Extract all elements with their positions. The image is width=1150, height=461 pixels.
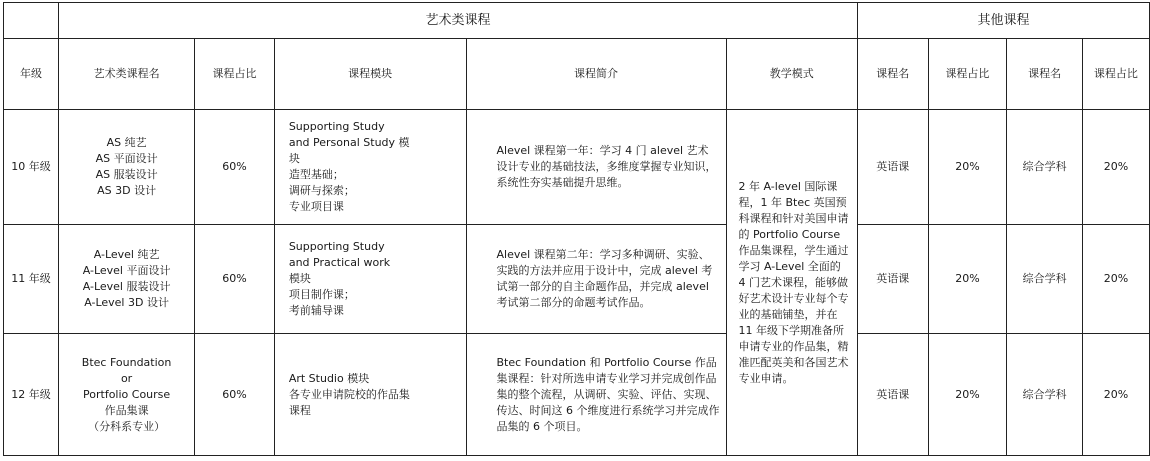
course-name-line: AS 平面设计 (95, 152, 158, 165)
teaching-mode-cell: 2 年 A-level 国际课程，1 年 Btec 英国预科课程和针对美国申请的 Portfolio Course 作品集课程，学生通过学习 A-Level 全面的 4 门艺术课程，能够做好艺术设计专业每个专业的基础铺垫，并在 11 年级下学期准备所申请专业的作品集，精准匹配英美和各国艺术专业申请。 (726, 110, 857, 456)
course-name-line: A-Level 3D 设计 (84, 296, 169, 309)
column-header-row (4, 39, 1150, 110)
other-course-name-cell: 英语课 (857, 110, 928, 225)
module-line: 各专业申请院校的作品集 (288, 387, 410, 401)
table-row-grade-11 (4, 225, 1150, 334)
other-course-name-cell: 英语课 (857, 334, 928, 456)
col-header-course-intro: 课程简介 (466, 39, 726, 110)
module-line: 考前辅导课 (288, 304, 344, 317)
module-line: 块 (288, 152, 300, 165)
grade-cell: 10 年级 (4, 110, 59, 225)
art-course-names-cell (59, 334, 195, 456)
module-line: 专业项目课 (288, 200, 344, 213)
curriculum-table (3, 2, 1150, 456)
module-line: and Practical work (288, 256, 391, 269)
course-intro-cell: Alevel 课程第二年：学习多种调研、实验、实践的方法并应用于设计中，完成 alevel 考试第一部分的自主命题作品，并完成 alevel 考试第二部分的命题考试作品。 (466, 225, 726, 334)
module-line: 造型基础； (288, 168, 344, 181)
grade-cell: 11 年级 (4, 225, 59, 334)
other-course-ratio-cell: 20% (928, 110, 1007, 225)
course-name-line: AS 服装设计 (95, 168, 158, 181)
module-line: Supporting Study (288, 240, 385, 253)
other-course-ratio-cell: 20% (928, 334, 1007, 456)
course-module-cell (274, 334, 466, 456)
course-name-line: AS 纯艺 (106, 136, 147, 149)
col-header-grade: 年级 (4, 39, 59, 110)
other-course-name-cell: 综合学科 (1007, 334, 1083, 456)
module-line: Supporting Study (288, 120, 385, 133)
course-ratio-cell: 60% (195, 225, 275, 334)
col-header-course-module: 课程模块 (274, 39, 466, 110)
other-course-name-cell: 综合学科 (1007, 110, 1083, 225)
other-course-ratio-cell: 20% (1082, 225, 1149, 334)
art-course-names-cell (59, 110, 195, 225)
course-module-cell (274, 225, 466, 334)
other-course-ratio-cell: 20% (1082, 334, 1149, 456)
course-name-line: A-Level 服装设计 (82, 280, 171, 293)
table-row-grade-10 (4, 110, 1150, 225)
course-name-line: A-Level 平面设计 (82, 264, 171, 277)
course-intro-cell: Alevel 课程第一年：学习 4 门 alevel 艺术设计专业的基础技法，多维度掌握专业知识，系统性夯实基础提升思维。 (466, 110, 726, 225)
module-line: Art Studio 模块 (288, 371, 370, 385)
blank-corner-cell (4, 3, 59, 39)
course-intro-cell: Btec Foundation 和 Portfolio Course 作品集课程：针对所选申请专业学习并完成创作品集的整个流程，从调研、实验、评估、实现、传达、时间这 6 个维度进行系统学习并完成作品集的 6 个项目。 (466, 334, 726, 456)
module-line: 模块 (288, 272, 311, 285)
group-header-row (4, 3, 1150, 39)
col-header-art-course-name: 艺术类课程名 (59, 39, 195, 110)
art-course-names-cell (59, 225, 195, 334)
module-line: 调研与探索； (288, 184, 355, 197)
art-courses-header: 艺术类课程 (59, 3, 858, 39)
col-header-other-ratio-2: 课程占比 (1082, 39, 1149, 110)
col-header-other-name-2: 课程名 (1007, 39, 1083, 110)
other-course-ratio-cell: 20% (928, 225, 1007, 334)
course-name-line: AS 3D 设计 (97, 184, 157, 197)
course-name-line: 作品集课 (104, 403, 149, 417)
course-name-line: （分科系专业） (88, 419, 166, 433)
course-ratio-cell: 60% (195, 110, 275, 225)
col-header-teaching-mode: 教学模式 (726, 39, 857, 110)
other-course-ratio-cell: 20% (1082, 110, 1149, 225)
course-name-line: Portfolio Course (83, 387, 171, 401)
module-line: 项目制作课； (288, 288, 355, 301)
other-course-name-cell: 英语课 (857, 225, 928, 334)
course-name-line: Btec Foundation (81, 355, 172, 369)
course-module-cell (274, 110, 466, 225)
table-row-grade-12 (4, 334, 1150, 456)
other-courses-header: 其他课程 (857, 3, 1149, 39)
course-name-line: A-Level 纯艺 (93, 248, 160, 261)
col-header-other-name-1: 课程名 (857, 39, 928, 110)
module-line: and Personal Study 模 (288, 136, 410, 149)
course-name-line: or (120, 371, 133, 385)
col-header-course-ratio: 课程占比 (195, 39, 275, 110)
col-header-other-ratio-1: 课程占比 (928, 39, 1007, 110)
course-ratio-cell: 60% (195, 334, 275, 456)
other-course-name-cell: 综合学科 (1007, 225, 1083, 334)
grade-cell: 12 年级 (4, 334, 59, 456)
module-line: 课程 (288, 403, 311, 417)
